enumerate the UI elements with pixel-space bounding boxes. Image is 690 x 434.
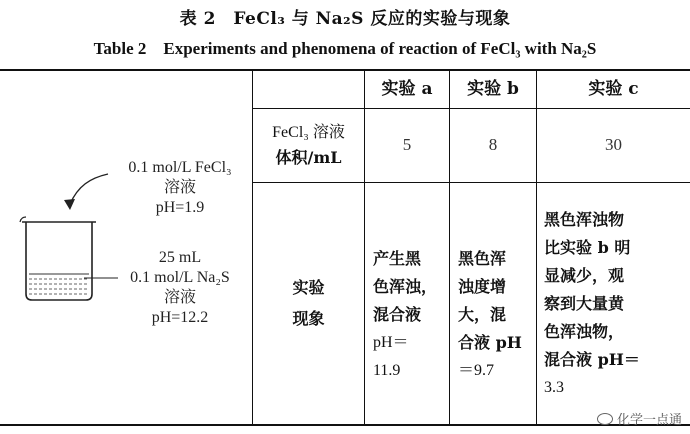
volume-b: 8 xyxy=(488,135,498,155)
row-label-phenomenon-line1: 实验 xyxy=(292,278,325,298)
table-bottom-rule xyxy=(0,424,690,426)
watermark xyxy=(597,409,682,428)
beaker-icon xyxy=(22,222,96,300)
row-label-volume xyxy=(253,109,364,182)
row-label-phenomenon xyxy=(253,183,364,424)
reagent-na2s-volume: 25 mL xyxy=(158,249,202,266)
phenomenon-c-line: 色浑浊物， xyxy=(544,321,625,341)
table-title-chinese: 表 2 FeCl₃ 与 Na₂S 反应的实验与现象 xyxy=(179,9,511,29)
beaker-diagram xyxy=(0,150,120,320)
wechat-icon xyxy=(597,413,613,425)
reagent-fecl3-solution: 溶液 xyxy=(163,179,196,196)
row-label-phenomenon-line2: 现象 xyxy=(292,308,325,328)
reagent-na2s-label xyxy=(108,248,252,328)
phenomenon-c-line: 显减少，观 xyxy=(544,265,625,285)
row-label-volume-line2: 体积/mL xyxy=(275,147,342,167)
reagent-fecl3-ph: pH=1.9 xyxy=(155,199,205,216)
phenomenon-b-line: 合液 pH xyxy=(458,332,522,352)
phenomenon-b-line: ＝9.7 xyxy=(458,361,495,379)
phenomenon-b xyxy=(450,183,536,424)
watermark-text: 化学一点通 xyxy=(616,413,682,428)
phenomenon-a-line: 色浑浊， xyxy=(373,276,438,296)
phenomenon-c xyxy=(537,183,690,424)
reagent-fecl3-concentration: 0.1 mol/L FeCl₃ xyxy=(128,159,232,176)
phenomenon-b-line: 浊度增 xyxy=(458,276,507,296)
phenomenon-b-line: 大，混 xyxy=(458,304,507,324)
reagent-na2s-solution: 溶液 xyxy=(163,289,196,306)
reagent-fecl3-label xyxy=(108,158,252,218)
reagent-na2s-ph: pH=12.2 xyxy=(151,309,209,326)
phenomenon-a-line: 11.9 xyxy=(373,361,401,379)
row-label-volume-line1: FeCl₃ 溶液 xyxy=(272,123,345,141)
header-col-c: 实验 c xyxy=(588,79,639,100)
phenomenon-a xyxy=(365,183,449,424)
reagent-na2s-concentration: 0.1 mol/L Na₂S xyxy=(130,269,230,286)
phenomenon-c-line: 混合液 pH＝ xyxy=(544,349,640,369)
phenomenon-c-line: 黑色浑浊物 xyxy=(544,209,625,229)
phenomenon-a-line: 产生黑 xyxy=(373,248,422,268)
volume-c: 30 xyxy=(605,135,622,155)
volume-a: 5 xyxy=(402,135,412,155)
header-col-a: 实验 a xyxy=(381,79,433,100)
phenomenon-c-line: 察到大量黄 xyxy=(544,293,625,313)
phenomenon-a-line: 混合液 xyxy=(373,304,422,324)
phenomenon-b-line: 黑色浑 xyxy=(458,248,507,268)
phenomenon-c-line: 比实验 b 明 xyxy=(544,237,631,257)
table-title-english: Table 2 Experiments and phenomena of reaction of FeCl₃ with Na₂S xyxy=(93,39,597,58)
phenomenon-c-line: 3.3 xyxy=(544,378,564,396)
dropping-arrow-icon xyxy=(70,174,108,204)
phenomenon-a-line: pH＝ xyxy=(373,333,409,351)
header-col-b: 实验 b xyxy=(467,79,519,100)
